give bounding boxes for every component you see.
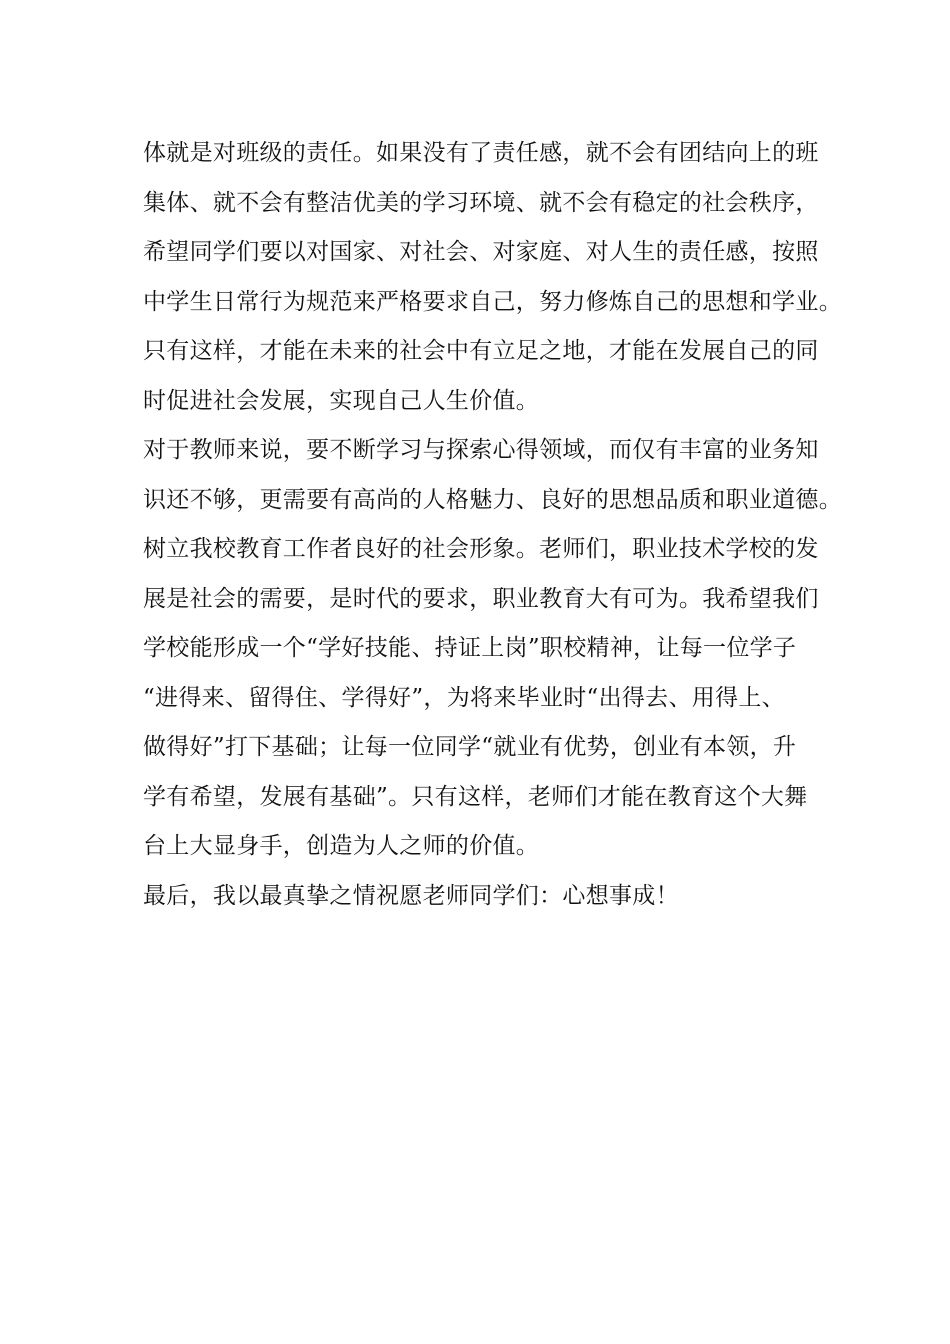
- document-body: [143, 133, 843, 925]
- text-line: 树立我校教育工作者良好的社会形象。老师们，职业技术学校的发: [143, 536, 819, 562]
- text-line: 时促进社会发展，实现自己人生价值。: [143, 387, 540, 414]
- text-line: 对于教师来说，要不断学习与探索心得领域，而仅有丰富的业务知: [143, 437, 819, 463]
- text-line: “进得来、留得住、学得好”，为将来毕业时“出得去、用得上、: [143, 684, 785, 711]
- text-line: 最后，我以最真挚之情祝愿老师同学们：心想事成！: [143, 882, 679, 909]
- text-line: 展是社会的需要，是时代的要求，职业教育大有可为。我希望我们: [143, 585, 819, 612]
- text-line: 体就是对班级的责任。如果没有了责任感，就不会有团结向上的班: [143, 140, 819, 166]
- text-line: 学有希望，发展有基础”。只有这样，老师们才能在教育这个大舞: [143, 783, 808, 810]
- text-line: 台上大显身手，创造为人之师的价值。: [143, 833, 540, 859]
- text-line: 只有这样，才能在未来的社会中有立足之地，才能在发展自己的同: [143, 338, 819, 364]
- text-line: 集体、就不会有整洁优美的学习环境、就不会有稳定的社会秩序，: [143, 189, 819, 216]
- text-line: 学校能形成一个“学好技能、持证上岗”职校精神，让每一位学子: [143, 635, 797, 661]
- text-line: 希望同学们要以对国家、对社会、对家庭、对人生的责任感，按照: [143, 239, 819, 265]
- text-line: 做得好”打下基础；让每一位同学“就业有优势，创业有本领，升: [143, 734, 797, 760]
- text-line: 中学生日常行为规范来严格要求自己，努力修炼自己的思想和学业。: [143, 288, 842, 315]
- text-line: 识还不够，更需要有高尚的人格魅力、良好的思想品质和职业道德。: [143, 486, 842, 513]
